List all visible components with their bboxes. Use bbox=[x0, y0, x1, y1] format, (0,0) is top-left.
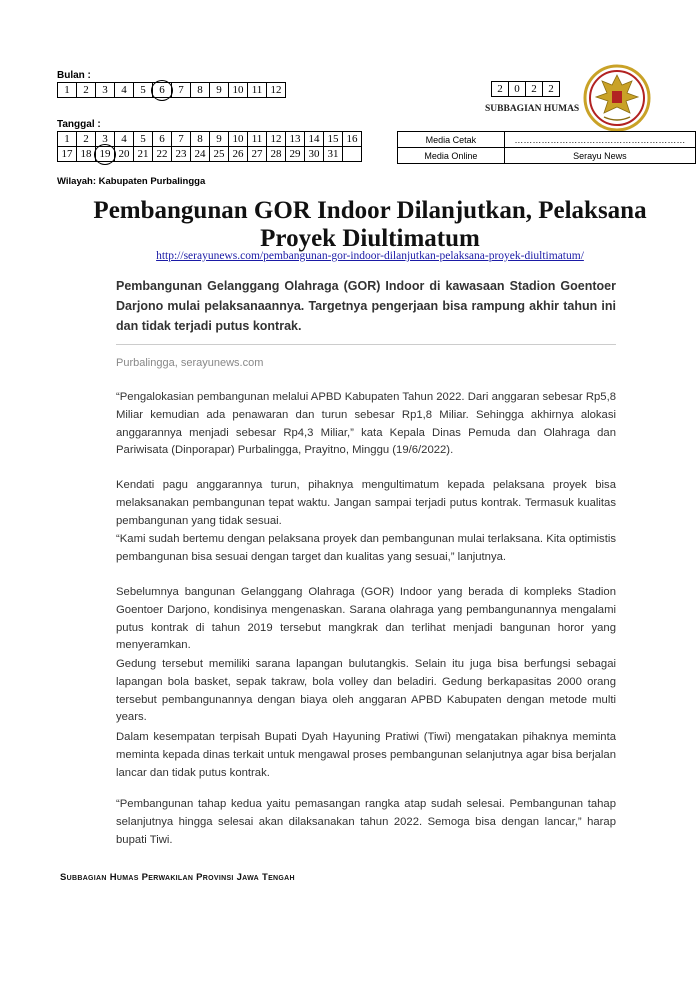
date-grid bbox=[57, 131, 362, 162]
article-dateline: Purbalingga, serayunews.com bbox=[116, 357, 264, 369]
date-cell: 18 bbox=[77, 147, 96, 162]
divider bbox=[116, 344, 616, 345]
year-digit: 2 bbox=[543, 82, 560, 97]
article-url-link[interactable]: http://serayunews.com/pembangunan-gor-indoor-dilanjutkan-pelaksana-proyek-diultimatum/ bbox=[156, 250, 584, 262]
date-cell: 24 bbox=[191, 147, 210, 162]
paragraph: “Pengalokasian pembangunan melalui APBD Kabupaten Tahun 2022. Dari anggaran sebesar Rp5,8 Miliar kemudian ada penawaran dan turun sebesar Rp1,8 Miliar. Sehingga akhirnya alokasi anggarannya menjadi sebesar Rp4,3 Miliar,” kata Kepala Dinas Pemuda dan Olahraga dan Pariwisata (Dinporapar) Purbalingga, Prayitno, Minggu (19/6/2022). bbox=[116, 391, 616, 457]
month-cell: 10 bbox=[229, 83, 248, 98]
media-cetak-value: ………………………………………………… bbox=[504, 132, 695, 148]
bulan-label: Bulan : bbox=[57, 70, 91, 81]
month-cell: 4 bbox=[115, 83, 134, 98]
date-cell: 16 bbox=[343, 132, 362, 147]
date-cell: 9 bbox=[210, 132, 229, 147]
media-online-value: Serayu News bbox=[504, 148, 695, 164]
year-digit: 0 bbox=[509, 82, 526, 97]
media-online-label: Media Online bbox=[398, 148, 505, 164]
media-cetak-label: Media Cetak bbox=[398, 132, 505, 148]
date-cell: 8 bbox=[191, 132, 210, 147]
date-cell: 31 bbox=[324, 147, 343, 162]
article-title: Pembangunan GOR Indoor Dilanjutkan, Pelaksana Proyek Diultimatum bbox=[93, 197, 647, 252]
date-cell: 3 bbox=[96, 132, 115, 147]
date-cell bbox=[96, 147, 115, 162]
date-cell: 14 bbox=[305, 132, 324, 147]
month-grid bbox=[57, 82, 286, 98]
footer-unit: Subbagian Humas Perwakilan Provinsi Jawa Tengah bbox=[60, 872, 295, 883]
date-cell: 23 bbox=[172, 147, 191, 162]
selected-circle bbox=[151, 80, 173, 101]
selected-circle bbox=[94, 144, 116, 165]
unit-label: SUBBAGIAN HUMAS bbox=[485, 104, 580, 114]
date-cell: 10 bbox=[229, 132, 248, 147]
date-cell: 1 bbox=[58, 132, 77, 147]
date-cell: 2 bbox=[77, 132, 96, 147]
paragraph: Kendati pagu anggarannya turun, pihaknya mengultimatum kepada pelaksana proyek bisa melaksanakan pembangunan tepat waktu. Jangan sampai terjadi putus kontrak. Termasuk kualitas pembangunan yang tidak sesuai. bbox=[116, 479, 616, 527]
month-cell: 9 bbox=[210, 83, 229, 98]
paragraph: Sebelumnya bangunan Gelanggang Olahraga (GOR) Indoor yang berada di kompleks Stadion Goentoer Darjono, kondisinya mengenaskan. Sarana olahraga yang pembangunannya mengalami putus kontrak di tahun 2019 tersebut mangkrak dan terlihat menjadi bangunan horor yang menyeramkan. bbox=[116, 586, 616, 652]
date-cell: 5 bbox=[134, 132, 153, 147]
date-cell: 4 bbox=[115, 132, 134, 147]
month-cell: 2 bbox=[77, 83, 96, 98]
date-cell: 13 bbox=[286, 132, 305, 147]
month-cell: 1 bbox=[58, 83, 77, 98]
date-cell: 28 bbox=[267, 147, 286, 162]
year-digit: 2 bbox=[492, 82, 509, 97]
media-table bbox=[397, 131, 696, 164]
year-box bbox=[491, 81, 560, 97]
date-cell: 15 bbox=[324, 132, 343, 147]
paragraph: “Pembangunan tahap kedua yaitu pemasangan rangka atap sudah selesai. Pembangunan tahap selanjutnya hingga selesai akan dilaksanakan tahun 2022. Semoga bisa dengan lancar,” harap bupati Tiwi. bbox=[116, 798, 616, 846]
date-cell: 12 bbox=[267, 132, 286, 147]
month-cell: 3 bbox=[96, 83, 115, 98]
date-cell: 27 bbox=[248, 147, 267, 162]
date-cell: 21 bbox=[134, 147, 153, 162]
month-cell: 7 bbox=[172, 83, 191, 98]
month-cell: 12 bbox=[267, 83, 286, 98]
cell-text: 6 bbox=[159, 84, 165, 96]
month-cell: 5 bbox=[134, 83, 153, 98]
date-cell: 20 bbox=[115, 147, 134, 162]
cell-text: 19 bbox=[99, 148, 111, 160]
article-lead: Pembangunan Gelanggang Olahraga (GOR) Indoor di kawasaan Stadion Goentoer Darjono mulai pelaksanaannya. Targetnya pengerjaan bisa rampung akhir tahun ini dan tidak terjadi putus kontrak. bbox=[116, 279, 616, 333]
date-cell: 26 bbox=[229, 147, 248, 162]
tanggal-label: Tanggal : bbox=[57, 119, 101, 130]
date-cell: 6 bbox=[153, 132, 172, 147]
date-cell: 29 bbox=[286, 147, 305, 162]
month-cell: 8 bbox=[191, 83, 210, 98]
paragraph: Dalam kesempatan terpisah Bupati Dyah Hayuning Pratiwi (Tiwi) mengatakan pihaknya meminta meminta kepada dinas terkait untuk mengawal proses pembangunan selanjutnya agar bisa berjalan lancar dan tidak putus kontrak. bbox=[116, 731, 616, 779]
date-cell: 17 bbox=[58, 147, 77, 162]
date-cell: 11 bbox=[248, 132, 267, 147]
date-cell: 25 bbox=[210, 147, 229, 162]
emblem-garuda-icon bbox=[582, 63, 652, 133]
month-cell: 11 bbox=[248, 83, 267, 98]
month-cell bbox=[153, 83, 172, 98]
paragraph: “Kami sudah bertemu dengan pelaksana proyek dan pembangunan mulai terlaksana. Kita optimistis pembangunan bisa sesuai dengan target dan kualitas yang sesuai,” lanjutnya. bbox=[116, 533, 616, 563]
date-cell: 7 bbox=[172, 132, 191, 147]
year-digit: 2 bbox=[526, 82, 543, 97]
paragraph: Gedung tersebut memiliki sarana lapangan bulutangkis. Selain itu juga bisa berfungsi sebagai lapangan bola basket, sepak takraw, bola volley dan beladiri. Gedung berkapasitas 2000 orang tersebut pembangunannya dengan biaya oleh anggaran APBD Kabupaten dengan metode multi years. bbox=[116, 658, 616, 724]
date-cell: 22 bbox=[153, 147, 172, 162]
date-cell: 30 bbox=[305, 147, 324, 162]
date-cell bbox=[343, 147, 362, 162]
region-label: Wilayah: Kabupaten Purbalingga bbox=[57, 176, 206, 187]
